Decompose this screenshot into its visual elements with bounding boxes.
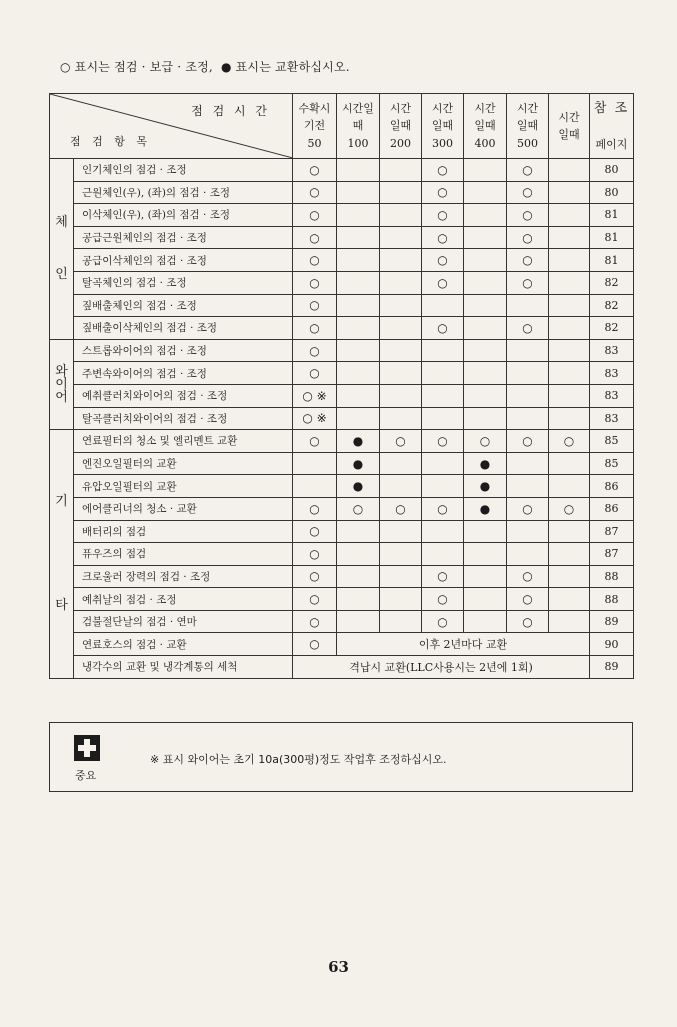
interval-cell [380, 181, 422, 204]
item-cell: 연료필터의 청소 및 엘리멘트 교환 [74, 430, 293, 453]
interval-cell: ○ [422, 249, 464, 272]
interval-cell [380, 520, 422, 543]
interval-cell [380, 452, 422, 475]
table-row [50, 610, 634, 633]
item-cell: 공급이삭체인의 점검 · 조정 [74, 249, 293, 272]
interval-cell [380, 271, 422, 294]
table-row [50, 588, 634, 611]
interval-cell: ○ [549, 430, 590, 453]
item-cell: 엔진오일필터의 교환 [74, 452, 293, 475]
table-row [50, 565, 634, 588]
interval-cell: ○ [422, 610, 464, 633]
table-row [50, 249, 634, 272]
interval-cell: ○ ※ [293, 407, 337, 430]
item-cell: 유압오일필터의 교환 [74, 475, 293, 498]
interval-cell [422, 543, 464, 566]
reference-page-cell: 81 [590, 204, 634, 227]
table-row [50, 226, 634, 249]
reference-page-cell: 90 [590, 633, 634, 656]
header-row [50, 94, 634, 159]
header-item-label: 점 검 항 목 [70, 134, 151, 148]
interval-cell: ○ [507, 610, 549, 633]
interval-cell [507, 384, 549, 407]
interval-cell: ○ [293, 543, 337, 566]
interval-cell [380, 565, 422, 588]
interval-cell: ○ [507, 204, 549, 227]
reference-page-cell: 83 [590, 407, 634, 430]
reference-page-cell: 87 [590, 543, 634, 566]
reference-page-cell: 80 [590, 181, 634, 204]
circle-legend-text: 표시는 점검 · 보급 · 조정, [74, 60, 213, 74]
reference-page-cell: 82 [590, 271, 634, 294]
reference-page-cell: 85 [590, 430, 634, 453]
interval-cell [464, 159, 507, 182]
interval-cell [507, 339, 549, 362]
table-row [50, 475, 634, 498]
interval-cell: ○ [293, 497, 337, 520]
interval-cell [337, 362, 380, 385]
page-number: 63 [328, 958, 349, 976]
interval-cell: ○ [293, 520, 337, 543]
table-row [50, 181, 634, 204]
table-row [50, 362, 634, 385]
reference-page-cell: 89 [590, 656, 634, 679]
interval-cell: ○ [380, 430, 422, 453]
interval-cell: ○ [464, 430, 507, 453]
interval-cell [549, 204, 590, 227]
table-row [50, 204, 634, 227]
item-cell: 예취날의 점검 · 조정 [74, 588, 293, 611]
interval-cell: ○ [293, 159, 337, 182]
interval-cell [507, 475, 549, 498]
item-cell: 이삭체인(우), (좌)의 점검 · 조정 [74, 204, 293, 227]
interval-cell [337, 249, 380, 272]
table-row [50, 430, 634, 453]
interval-cell [549, 362, 590, 385]
interval-cell [464, 249, 507, 272]
interval-cell [380, 226, 422, 249]
interval-cell [422, 407, 464, 430]
reference-page-cell: 83 [590, 362, 634, 385]
replace-mark-cell: ● [464, 475, 507, 498]
interval-cell: ○ [337, 497, 380, 520]
interval-cell: ○ [549, 497, 590, 520]
item-cell: 인기체인의 점검 · 조정 [74, 159, 293, 182]
column-header: 시간 일때 [549, 94, 590, 159]
table-row [50, 407, 634, 430]
interval-cell [464, 520, 507, 543]
interval-cell: ○ [507, 226, 549, 249]
interval-cell [549, 610, 590, 633]
item-cell: 근원체인(우), (좌)의 점검 · 조정 [74, 181, 293, 204]
interval-cell [549, 271, 590, 294]
replace-mark-cell: ● [464, 452, 507, 475]
column-header: 시간 일때 200 [380, 94, 422, 159]
interval-cell [380, 475, 422, 498]
interval-cell: ○ [507, 565, 549, 588]
table-row [50, 452, 634, 475]
interval-cell [464, 384, 507, 407]
interval-cell [337, 407, 380, 430]
category-cell: 기 타 [50, 430, 74, 679]
interval-cell [380, 610, 422, 633]
interval-cell: ○ [422, 226, 464, 249]
interval-cell [549, 407, 590, 430]
interval-cell [549, 452, 590, 475]
reference-page-cell: 86 [590, 497, 634, 520]
interval-cell: ○ [507, 317, 549, 340]
interval-cell: ○ [507, 588, 549, 611]
interval-cell [380, 362, 422, 385]
category-cell: 체 인 [50, 159, 74, 340]
reference-page-cell: 85 [590, 452, 634, 475]
reference-page-cell: 81 [590, 226, 634, 249]
interval-cell: ○ [293, 271, 337, 294]
item-cell: 퓨우즈의 점검 [74, 543, 293, 566]
interval-cell [549, 317, 590, 340]
important-note-box [49, 722, 633, 792]
interval-cell [380, 588, 422, 611]
item-cell: 주변속와이어의 점검 · 조정 [74, 362, 293, 385]
interval-cell [380, 317, 422, 340]
interval-cell [464, 317, 507, 340]
reference-column-header: 참 조 페이지 [590, 94, 634, 159]
interval-cell [549, 384, 590, 407]
reference-page-cell: 83 [590, 339, 634, 362]
table-row [50, 543, 634, 566]
interval-cell [549, 159, 590, 182]
interval-cell: ○ [293, 633, 337, 656]
item-cell: 크로울러 장력의 점검 · 조정 [74, 565, 293, 588]
interval-cell: ○ [293, 226, 337, 249]
interval-cell [507, 520, 549, 543]
interval-cell: ○ [293, 181, 337, 204]
interval-cell [464, 339, 507, 362]
interval-cell [464, 362, 507, 385]
item-cell: 에어클리너의 청소 · 교환 [74, 497, 293, 520]
interval-cell: ○ [293, 610, 337, 633]
interval-cell: ○ [422, 181, 464, 204]
interval-cell [464, 204, 507, 227]
interval-cell [337, 588, 380, 611]
interval-cell [422, 339, 464, 362]
circle-symbol: ○ [60, 60, 71, 74]
interval-cell [337, 384, 380, 407]
interval-cell [507, 294, 549, 317]
reference-page-cell: 81 [590, 249, 634, 272]
maintenance-table-container [49, 93, 633, 679]
table-body [50, 159, 634, 679]
interval-cell: ○ [422, 159, 464, 182]
interval-cell: ○ [422, 430, 464, 453]
table-row [50, 294, 634, 317]
interval-cell [293, 475, 337, 498]
interval-cell [380, 384, 422, 407]
reference-page-cell: 88 [590, 565, 634, 588]
interval-cell: ○ [293, 204, 337, 227]
interval-cell [464, 226, 507, 249]
interval-cell [549, 294, 590, 317]
interval-cell [337, 543, 380, 566]
interval-cell: ○ [293, 339, 337, 362]
interval-cell: ○ [293, 430, 337, 453]
interval-cell [337, 610, 380, 633]
interval-cell: ○ ※ [293, 384, 337, 407]
header-time-label: 점 검 시 간 [191, 104, 270, 118]
interval-cell [464, 588, 507, 611]
dot-symbol: ● [220, 60, 232, 74]
reference-page-cell: 87 [590, 520, 634, 543]
reference-page-cell: 83 [590, 384, 634, 407]
interval-cell [549, 475, 590, 498]
dot-legend-text: 표시는 교환하십시오. [235, 60, 350, 74]
interval-cell [422, 384, 464, 407]
interval-cell [337, 159, 380, 182]
interval-cell: ○ [422, 565, 464, 588]
column-header: 시간일 때 100 [337, 94, 380, 159]
interval-cell [464, 610, 507, 633]
interval-cell: ○ [380, 497, 422, 520]
item-cell: 짚배출이삭체인의 점검 · 조정 [74, 317, 293, 340]
table-row [50, 271, 634, 294]
table-row [50, 317, 634, 340]
interval-cell [337, 317, 380, 340]
item-cell: 탈곡체인의 점검 · 조정 [74, 271, 293, 294]
column-header: 수확시 기전 50 [293, 94, 337, 159]
replace-mark-cell: ● [337, 430, 380, 453]
interval-cell: ○ [507, 271, 549, 294]
table-row [50, 339, 634, 362]
interval-cell [380, 407, 422, 430]
interval-cell [380, 204, 422, 227]
interval-cell: ○ [422, 317, 464, 340]
diagonal-header-cell [50, 94, 293, 159]
table-row [50, 159, 634, 182]
column-header: 시간 일때 500 [507, 94, 549, 159]
interval-cell [337, 339, 380, 362]
interval-cell: ○ [293, 362, 337, 385]
span-note-cell: 격납시 교환(LLC사용시는 2년에 1회) [293, 656, 590, 679]
column-header: 시간 일때 400 [464, 94, 507, 159]
interval-cell [380, 339, 422, 362]
interval-cell [337, 520, 380, 543]
interval-cell: ○ [293, 249, 337, 272]
interval-cell [464, 407, 507, 430]
interval-cell [293, 452, 337, 475]
interval-cell [549, 565, 590, 588]
item-cell: 스트롭와이어의 점검 · 조정 [74, 339, 293, 362]
interval-cell: ○ [293, 294, 337, 317]
interval-cell [337, 294, 380, 317]
interval-cell: ○ [507, 159, 549, 182]
interval-cell [337, 565, 380, 588]
table-row [50, 497, 634, 520]
interval-cell: ○ [293, 317, 337, 340]
interval-cell [507, 452, 549, 475]
interval-cell [422, 294, 464, 317]
item-cell: 검불절단날의 점검 · 연마 [74, 610, 293, 633]
interval-cell: ○ [422, 204, 464, 227]
reference-page-cell: 86 [590, 475, 634, 498]
interval-cell [422, 520, 464, 543]
important-label: 중요 [75, 769, 97, 782]
interval-cell [507, 543, 549, 566]
interval-cell [337, 204, 380, 227]
category-cell: 와 이 어 [50, 339, 74, 429]
interval-cell: ○ [507, 249, 549, 272]
interval-cell [507, 407, 549, 430]
reference-page-cell: 82 [590, 294, 634, 317]
interval-cell [380, 294, 422, 317]
interval-cell [549, 249, 590, 272]
span-note-cell: 이후 2년마다 교환 [337, 633, 590, 656]
item-cell: 탈곡클러치와이어의 점검 · 조정 [74, 407, 293, 430]
interval-cell [422, 475, 464, 498]
interval-cell [464, 565, 507, 588]
replace-mark-cell: ● [337, 452, 380, 475]
important-note-text: ※ 표시 와이어는 초기 10a(300평)정도 작업후 조정하십시오. [150, 753, 447, 766]
interval-cell [380, 249, 422, 272]
interval-cell [380, 159, 422, 182]
interval-cell: ○ [293, 588, 337, 611]
important-cross-icon [74, 735, 100, 761]
interval-cell [380, 543, 422, 566]
interval-cell: ○ [293, 565, 337, 588]
interval-cell [507, 362, 549, 385]
interval-cell: ○ [507, 181, 549, 204]
table-row [50, 520, 634, 543]
interval-cell [422, 452, 464, 475]
interval-cell: ○ [422, 588, 464, 611]
interval-cell [549, 543, 590, 566]
interval-cell: ○ [422, 271, 464, 294]
reference-page-cell: 88 [590, 588, 634, 611]
item-cell: 공급근원체인의 점검 · 조정 [74, 226, 293, 249]
interval-cell [549, 339, 590, 362]
table-row [50, 633, 634, 656]
interval-cell [422, 362, 464, 385]
legend [60, 58, 350, 75]
interval-cell: ○ [507, 497, 549, 520]
reference-page-cell: 82 [590, 317, 634, 340]
item-cell: 냉각수의 교환 및 냉각계통의 세척 [74, 656, 293, 679]
interval-cell [464, 294, 507, 317]
table-row [50, 384, 634, 407]
reference-page-cell: 89 [590, 610, 634, 633]
item-cell: 연료호스의 점검 · 교환 [74, 633, 293, 656]
interval-cell [549, 520, 590, 543]
interval-cell [549, 181, 590, 204]
table-row [50, 656, 634, 679]
column-header: 시간 일때 300 [422, 94, 464, 159]
item-cell: 짚배출체인의 점검 · 조정 [74, 294, 293, 317]
replace-mark-cell: ● [337, 475, 380, 498]
interval-cell [464, 271, 507, 294]
interval-cell [549, 226, 590, 249]
interval-cell [464, 181, 507, 204]
interval-cell: ○ [422, 497, 464, 520]
interval-cell [464, 543, 507, 566]
interval-cell [337, 271, 380, 294]
reference-page-cell: 80 [590, 159, 634, 182]
item-cell: 예취클러치와이어의 점검 · 조정 [74, 384, 293, 407]
interval-cell: ○ [507, 430, 549, 453]
item-cell: 배터리의 점검 [74, 520, 293, 543]
interval-cell [337, 181, 380, 204]
replace-mark-cell: ● [464, 497, 507, 520]
maintenance-table [49, 93, 634, 679]
interval-cell [337, 226, 380, 249]
interval-cell [549, 588, 590, 611]
